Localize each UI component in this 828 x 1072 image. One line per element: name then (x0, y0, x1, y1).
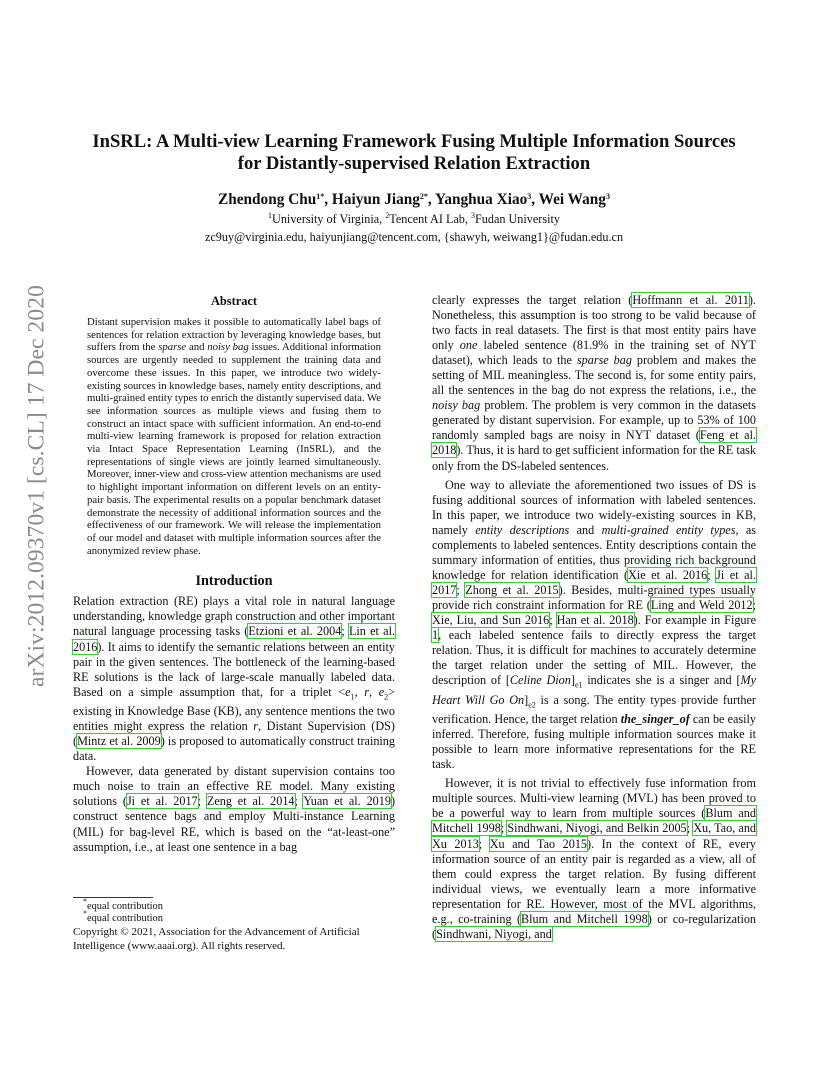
citation-link[interactable]: Sindhwani, Niyogi, and (436, 926, 552, 941)
footnotes (73, 897, 395, 953)
citation-link[interactable]: Lin et al. 2016 (73, 624, 396, 654)
copyright-notice: Copyright © 2021, Association for the Advancement of Artificial Intelligence (www.aaai.org). All rights reserved. (73, 926, 360, 952)
author-emails: zc9uy@virginia.edu, haiyunjiang@tencent.com, {shawyh, weiwang1}@fudan.edu.cn (204, 230, 624, 244)
author-affiliation-mark: 1* (316, 192, 325, 201)
introduction-heading: Introduction (195, 573, 273, 590)
emphasis-text: sparse (158, 341, 187, 354)
citation-link[interactable]: Blum and Mitchell 1998 (432, 806, 756, 836)
arxiv-sidebar-stamp (24, 286, 50, 686)
citation-link[interactable]: 1 (432, 628, 439, 643)
intro-paragraph-5: However, it is not trivial to effectively fuse information from multiple sources. Multi-view learning (MVL) has been proved to be a powerful way to learn from multiple sources (Blum and Mitchell 1998; Sindhwani, Niyogi, and Belkin 2005; Xu, Tao, and Xu 2013; Xu and Tao 2015). In the context of RE, every information source of an entity pair is regarded as a view, all of them could express the target relation. By fusing different individual views, we eventually learn a more informative representation for RE. However, most of the MVL algorithms, e.g., co-training (Blum and Mitchell 1998) or co-regularization (Sindhwani, Niyogi, and (432, 776, 757, 941)
subscript: e2 (528, 700, 536, 710)
author-name: Yanghua Xiao (435, 191, 528, 208)
affiliation-name: University of Virginia, (272, 212, 386, 226)
emphasis-text: noisy bag (207, 341, 249, 354)
emphasis-text: My Heart Will Go On (432, 673, 756, 707)
affiliation-mark: 3 (470, 211, 475, 220)
citation-link[interactable]: Yuan et al. 2019 (303, 794, 391, 809)
emphasis-text: one (459, 338, 478, 353)
author-affiliation-mark: 3 (527, 192, 532, 201)
math-symbol: r (253, 719, 259, 734)
relation-name: the_singer_of (620, 712, 690, 727)
citation-link[interactable]: Xu and Tao 2015 (489, 836, 588, 851)
intro-paragraph-1: Relation extraction (RE) plays a vital role in natural language understanding, knowledge graph construction and other important natural language processing tasks (Etzioni et al. 2004; Lin et al. 2016). It aims to identify the semantic relations between an entity pair in the given sentences. The bottleneck of the learning-based RE solutions is the lack of large-scale manually labeled data. Based on a simple assumption that, for a triplet $<e_1$, r, $e_2>$ existing in Knowledge Base (KB), any sentence mentions the two entities might express the relation r, Distant Supervision (DS) (Mintz et al. 2009) is proposed to automatically construct training data. (73, 594, 396, 764)
math-symbol: r (364, 684, 370, 699)
left-column (73, 293, 395, 855)
citation-link[interactable]: Xie, Liu, and Sun 2016 (432, 612, 550, 627)
citation-link[interactable]: Ling and Weld 2012 (650, 597, 753, 612)
citation-link[interactable]: Han et al. 2018 (556, 612, 634, 627)
author-list: Zhendong Chu$^{1*}$, Haiyun Jiang$^{2*}$, Yanghua Xiao$^3$, Wei Wang$^3$ (218, 191, 610, 208)
intro-paragraph-3: clearly expresses the target relation (Hoffmann et al. 2011). Nonetheless, this assumption is too strong to be valid because of two facts in real datasets. The first is that most entity pairs have only one labeled sentence (81.9% in the training set of NYT dataset), which leads to the sparse bag problem and makes the setting of MIL meaningless. The second is, for some entity pairs, all the sentences in the bag do not express the relations, i.e., the noisy bag problem. The problem is very common in the datasets generated by distant supervision. For example, up to 53% of 100 randomly sampled bags are noisy in NYT dataset (Feng et al. 2018). Thus, it is hard to get sufficient information for the RE task only from the DS-labeled sentences. (432, 293, 757, 473)
subscript: 2 (384, 692, 389, 702)
citation-link[interactable]: Xu, Tao, and Xu 2013 (432, 821, 757, 851)
footnote-1: *equal contribution (83, 897, 163, 912)
citation-link[interactable]: Sindhwani, Niyogi, and Belkin 2005 (507, 821, 687, 836)
citation-link[interactable]: Ji et al. 2017 (432, 567, 756, 597)
subscript: 1 (350, 692, 355, 702)
abstract-body: Distant supervision makes it possible to automatically label bags of sentences for relation extraction by leveraging knowledge bases, but suffers from the sparse and noisy bag issues. Additional information sources are urgently needed to supplement the training data and overcome these issues. In this paper, we introduce two widely-existing sources in knowledge bases, namely entity descriptions, and multi-grained entity types to enrich the distantly supervised data. We see information sources as multiple views and fusing them to construct an intact space with sufficient information. An end-to-end multi-view learning framework is proposed for relation extraction via Intact Space Representation Learning (InSRL), and the representations of single views are jointly learned simultaneously. Moreover, inner-view and cross-view attention mechanisms are used to highlight important information on different levels on an entity-pair basis. The experimental results on a popular benchmark dataset demonstrate the necessity of additional information sources and the effectiveness of our framework. We will release the implementation of our model and dataset with multiple information sources after the anonymized review phase. (87, 316, 381, 557)
emphasis-text: multi-grained entity types (601, 522, 736, 537)
math-symbol: e (345, 684, 351, 699)
emphasis-text: noisy bag (432, 398, 481, 413)
footnote-2: *equal contribution (83, 909, 163, 924)
author-name: Zhendong Chu (218, 191, 317, 208)
author-name: Wei Wang (538, 191, 606, 208)
intro-paragraph-4: One way to alleviate the aforementioned two issues of DS is fusing additional sources of information with labeled sentences. In this paper, we introduce two widely-existing sources in KB, namely entity descriptions and multi-grained entity types, as complements to labeled sentences. Entity descriptions contain the summary information of entities, thus providing rich background knowledge for relation identification (Xie et al. 2016; Ji et al. 2017; Zhong et al. 2015). Besides, multi-grained types usually provide rich constraint information for RE (Ling and Weld 2012; Xie, Liu, and Sun 2016; Han et al. 2018). For example in Figure 1, each labeled sentence fails to directly express the target relation. Thus, it is difficult for machines to accurately determine the target relation under the setting of MIL. However, the description of [Celine $Dion]_{e1}$ indicates she is a singer and [My Heart Will Go $On]_{e2}$ is a song. The entity types provide further verification. Hence, the target relation the_singer_of can be easily inferred. Therefore, fusing multiple information sources make it possible to learn more informative representations for the RE task. (432, 477, 757, 772)
affiliation-name: Tencent AI Lab, (389, 212, 471, 226)
citation-link[interactable]: Ji et al. 2017 (126, 794, 198, 809)
citation-link[interactable]: Hoffmann et al. 2011 (632, 293, 749, 307)
citation-link[interactable]: Feng et al. 2018 (432, 428, 757, 458)
intro-paragraph-2: However, data generated by distant supervision contains too much noise to train an effective RE model. Many existing solutions (Ji et al. 2017; Zeng et al. 2014; Yuan et al. 2019) construct sentence bags and employ Multi-instance Learning (MIL) for bag-level RE, which is based on the “at-least-one” assumption, i.e., at least one sentence in a bag (73, 764, 396, 854)
citation-link[interactable]: Zhong et al. 2015 (465, 582, 559, 597)
right-column (432, 293, 756, 942)
abstract-heading: Abstract (210, 294, 258, 308)
citation-link[interactable]: Mintz et al. 2009 (77, 734, 161, 749)
citation-link[interactable]: Zeng et al. 2014 (206, 794, 295, 809)
author-affiliation-mark: 3 (605, 192, 610, 201)
affiliation-mark: 2 (385, 211, 390, 220)
affiliation-mark: 1 (268, 211, 273, 220)
emphasis-text: entity descriptions (475, 522, 570, 537)
paper-title (60, 131, 768, 175)
affiliation-name: Fudan University (474, 212, 560, 226)
title-line-1: InSRL: A Multi-view Learning Framework Fusing Multiple Information Sources (92, 131, 736, 152)
math-symbol: e (378, 684, 385, 699)
citation-link[interactable]: Blum and Mitchell 1998 (521, 911, 648, 926)
affiliations (60, 211, 768, 227)
emphasis-text: Celine Dion (509, 673, 571, 688)
citation-link[interactable]: Etzioni et al. 2004 (248, 624, 342, 639)
arxiv-id: arXiv:2012.09370v1 [cs.CL] 17 Dec 2020 (23, 285, 50, 687)
emphasis-text: sparse bag (576, 353, 632, 368)
author-affiliation-mark: 2* (419, 192, 428, 201)
title-line-2: for Distantly-supervised Relation Extraction (237, 153, 591, 174)
author-name: Haiyun Jiang (331, 191, 420, 208)
subscript: e1 (574, 680, 583, 690)
citation-link[interactable]: Xie et al. 2016 (628, 567, 708, 582)
